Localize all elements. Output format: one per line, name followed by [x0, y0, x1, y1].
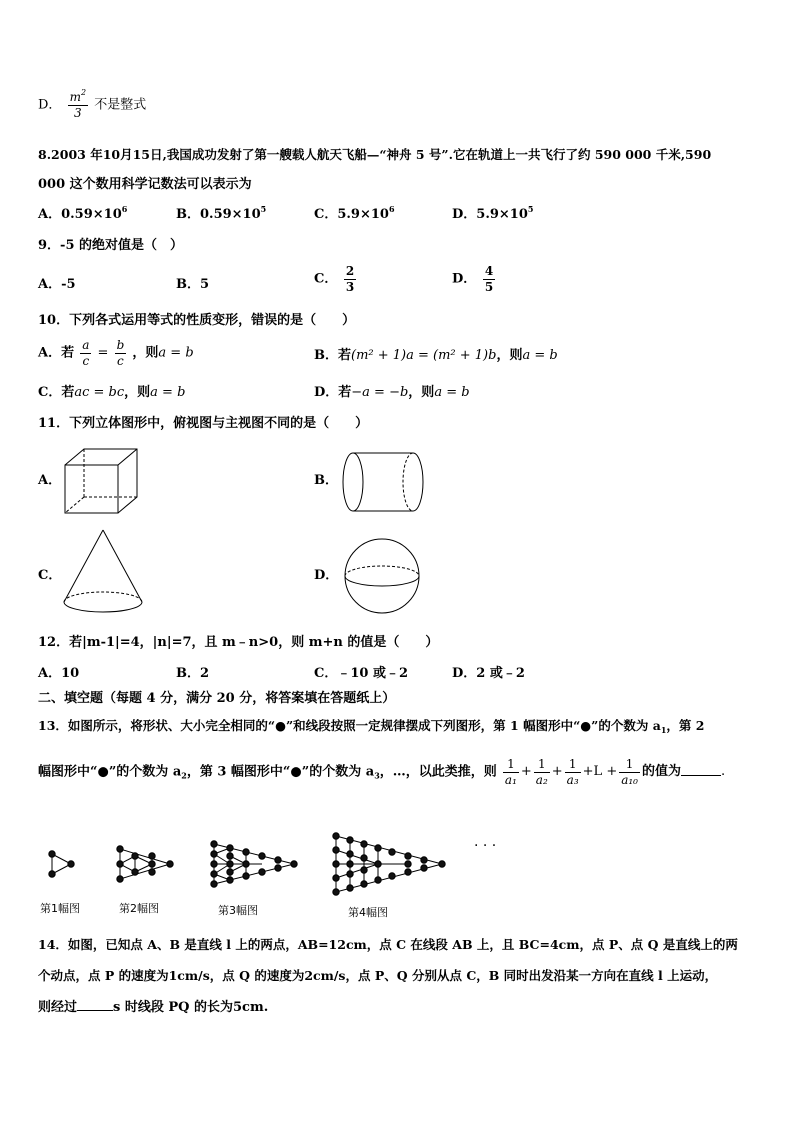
q11-stem: 11．下列立体图形中，俯视图与主视图不同的是（ ）	[38, 416, 369, 431]
q14-line2: 个动点，点 P 的速度为1cm/s，点 Q 的速度为2cm/s，点 P、Q 分别从点 C，B 同时出发沿某一方向在直线 l 上运动，	[38, 968, 718, 983]
q7-option-d	[38, 90, 146, 130]
q14-line1: 14．如图，已知点 A、B 是直线 l 上的两点，AB=12cm，点 C 在线段 AB 上，且 BC=4cm，点 P、点 Q 是直线上的两	[38, 937, 738, 952]
q8-option-d: D．$5.9\times 10^5$	[452, 204, 534, 222]
caption-1: 第1幅图	[40, 902, 80, 915]
caption-4: 第4幅图	[348, 906, 388, 919]
q10-stem: 10．下列各式运用等式的性质变形，错误的是（ ）	[38, 313, 356, 328]
q9-option-a: A．-5	[38, 277, 76, 292]
q14-line3: 则经过 s 时线段 PQ 的长为5cm.	[38, 1000, 269, 1015]
q9-option-c: C． $\frac{2}{3}$	[314, 264, 355, 294]
q8-stem-line1: 8.2003 年10月15日,我国成功发射了第一艘载人航天飞船—“神舟 5 号”.它在轨道上一共飞行了约 590 000 千米,590	[38, 147, 712, 162]
answer-blank[interactable]	[681, 763, 721, 776]
q13-line2: 幅图形中“●”的个数为 $a_2$，第 3 幅图形中“●”的个数为 $a_3$，…，以此类推，则 $\frac{1}{\text{a₁}}$ + $\frac{1}{\text{a₂}}$ + $\frac{1}{\text{a₃}}$ +L + $\frac{1}{\text{a₁₀}}$ 的值为 .	[38, 756, 726, 787]
fraction: $\frac{m^2}{3}$	[69, 88, 87, 120]
q11-option-b-label: B．	[314, 473, 338, 488]
q12-option-c: C．﹣10 或﹣2	[314, 666, 409, 681]
cylinder-figure	[341, 451, 425, 513]
q11-option-d-label: D．	[314, 568, 339, 583]
q9-option-d: D． $\frac{4}{5}$	[452, 264, 494, 294]
cone-figure	[62, 528, 144, 614]
pattern-2	[117, 846, 173, 882]
ellipsis: · · ·	[474, 838, 497, 854]
q10-option-c: C．若ac = bc，则a = b	[38, 385, 186, 400]
q9-option-b: B．5	[176, 277, 210, 292]
answer-blank[interactable]	[77, 998, 113, 1011]
q12-option-b: B．2	[176, 666, 210, 681]
option-label: D．	[38, 97, 62, 113]
caption-2: 第2幅图	[119, 902, 159, 915]
q10-option-b: B．若(m² + 1)a = (m² + 1)b，则a = b	[314, 348, 558, 363]
pattern-figures	[36, 818, 506, 902]
pattern-1	[49, 851, 74, 877]
q11-option-a-label: A．	[38, 473, 62, 488]
q12-option-a: A．10	[38, 666, 80, 681]
q8-option-a: A．$0.59\times 10^6$	[38, 204, 128, 222]
q12-option-d: D．2 或﹣2	[452, 666, 525, 681]
q8-stem-line2: 000 这个数用科学记数法可以表示为	[38, 177, 252, 192]
cube-figure	[64, 448, 138, 516]
caption-3: 第3幅图	[218, 904, 258, 917]
q8-option-c: C．$5.9\times 10^6$	[314, 204, 395, 222]
q10-option-d: D．若−a = −b，则a = b	[314, 385, 470, 400]
q12-stem: 12．若|m-1|=4，|n|=7，且 m﹣n>0，则 m+n 的值是（ ）	[38, 635, 439, 650]
sphere-figure	[342, 536, 422, 616]
section-heading: 二、填空题（每题 4 分，满分 20 分，将答案填在答题纸上）	[38, 691, 396, 706]
q8-option-b: B．$0.59\times 10^5$	[176, 204, 267, 222]
option-text: 不是整式	[94, 97, 147, 113]
q9-stem: 9．-5 的绝对值是（ ）	[38, 238, 184, 253]
pattern-4	[333, 833, 445, 895]
q13-line1: 13．如图所示，将形状、大小完全相同的“●”和线段按照一定规律摆成下列图形，第 1 幅图形中“●”的个数为 $a_1$，第 2	[38, 718, 705, 735]
pattern-3	[211, 841, 297, 887]
q10-option-a: A．若 $\frac{a}{c}$ = $\frac{b}{c}$ ，则a = b	[38, 338, 194, 368]
q11-option-c-label: C．	[38, 568, 62, 583]
